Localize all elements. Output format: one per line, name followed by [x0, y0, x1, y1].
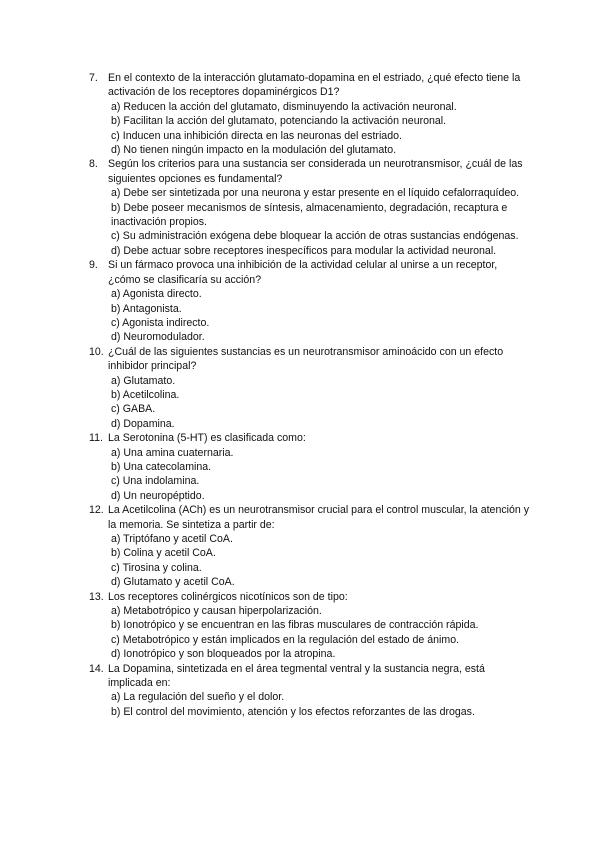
answer-option: c) Inducen una inhibición directa en las neuronas del estriado. — [111, 129, 402, 142]
question-item — [89, 345, 529, 431]
question-text: La Serotonina (5-HT) es clasificada como: — [108, 432, 306, 445]
answer-option: d) No tienen ningún impacto en la modulación del glutamato. — [111, 144, 397, 157]
answer-option: d) Neuromodulador. — [111, 331, 205, 344]
answer-option: a) Glutamato. — [111, 374, 176, 387]
answer-option: b) Debe poseer mecanismos de síntesis, almacenamiento, degradación, recaptura e inactivación propios. — [111, 201, 508, 229]
answer-option: a) Reducen la acción del glutamato, disminuyendo la activación neuronal. — [111, 100, 457, 113]
question-stem — [89, 590, 529, 604]
question-list — [89, 71, 529, 719]
question-number: 13. — [89, 590, 104, 603]
question-number: 14. — [89, 662, 104, 675]
question-text: Según los criterios para una sustancia ser considerada un neurotransmisor, ¿cuál de las siguientes opciones es fundamental? — [108, 158, 523, 185]
question-text: La Dopamina, sintetizada en el área tegmental ventral y la sustancia negra, está implicada en: — [108, 662, 485, 690]
question-stem — [89, 345, 529, 374]
answer-option: c) Metabotrópico y están implicados en la regulación del estado de ánimo. — [111, 633, 460, 646]
answer-option: c) Tirosina y colina. — [111, 561, 202, 574]
question-item — [89, 431, 529, 503]
question-stem — [89, 662, 529, 691]
question-text: Los receptores colinérgicos nicotínicos son de tipo: — [108, 590, 348, 603]
question-text: La Acetilcolina (ACh) es un neurotransmisor crucial para el control muscular, la atención y la memoria. Se sintetiza a partir de: — [108, 504, 530, 531]
answer-option: c) Una indolamina. — [111, 475, 200, 488]
answer-option: b) Facilitan la acción del glutamato, potenciando la activación neuronal. — [111, 115, 447, 128]
question-item — [89, 590, 529, 662]
answer-option: b) Antagonista. — [111, 302, 182, 315]
answer-option: d) Dopamina. — [111, 417, 175, 430]
answer-option: d) Un neuropéptido. — [111, 489, 205, 502]
question-number: 12. — [89, 504, 104, 517]
question-text: ¿Cuál de las siguientes sustancias es un neurotransmisor aminoácido con un efecto inhibidor principal? — [108, 345, 504, 373]
answer-option: d) Glutamato y acetil CoA. — [111, 576, 235, 589]
question-item — [89, 71, 529, 157]
question-number: 11. — [89, 432, 103, 445]
question-text: En el contexto de la interacción glutamato-dopamina en el estriado, ¿qué efecto tiene la activación de los receptores dopaminérgicos D1? — [108, 72, 521, 99]
answer-option: b) El control del movimiento, atención y los efectos reforzantes de las drogas. — [111, 705, 475, 718]
question-stem — [89, 157, 529, 186]
answer-option: a) Triptófano y acetil CoA. — [111, 533, 233, 545]
question-stem — [89, 71, 529, 100]
question-text: Si un fármaco provoca una inhibición de la actividad celular al unirse a un receptor, ¿cómo se clasificaría su acción? — [108, 259, 498, 286]
answer-option: c) Su administración exógena debe bloquear la acción de otras sustancias endógenas. — [111, 230, 519, 243]
answer-option: a) Debe ser sintetizada por una neurona y estar presente en el líquido cefalorraquídeo. — [111, 187, 520, 200]
answer-option: a) Metabotrópico y causan hiperpolarización. — [111, 605, 322, 618]
answer-option: b) Colina y acetil CoA. — [111, 547, 216, 560]
question-number: 7. — [89, 72, 98, 84]
question-number: 10. — [89, 345, 104, 358]
question-item — [89, 258, 529, 344]
question-stem — [89, 503, 529, 532]
question-stem — [89, 431, 529, 445]
question-stem — [89, 258, 529, 287]
answer-option: b) Ionotrópico y se encuentran en las fibras musculares de contracción rápida. — [111, 619, 479, 632]
question-item — [89, 157, 529, 258]
answer-option: a) Agonista directo. — [111, 288, 202, 301]
answer-option: d) Ionotrópico y son bloqueados por la atropina. — [111, 648, 336, 661]
answer-option: d) Debe actuar sobre receptores inespecíficos para modular la actividad neuronal. — [111, 244, 497, 257]
question-number: 9. — [89, 259, 98, 272]
question-number: 8. — [89, 158, 98, 171]
question-item — [89, 503, 529, 589]
answer-option: c) GABA. — [111, 403, 156, 416]
answer-option: a) La regulación del sueño y el dolor. — [111, 691, 285, 704]
answer-option: a) Una amina cuaternaria. — [111, 446, 234, 459]
question-item — [89, 662, 529, 720]
answer-option: b) Una catecolamina. — [111, 460, 212, 473]
answer-option: c) Agonista indirecto. — [111, 316, 210, 329]
answer-option: b) Acetilcolina. — [111, 388, 180, 401]
